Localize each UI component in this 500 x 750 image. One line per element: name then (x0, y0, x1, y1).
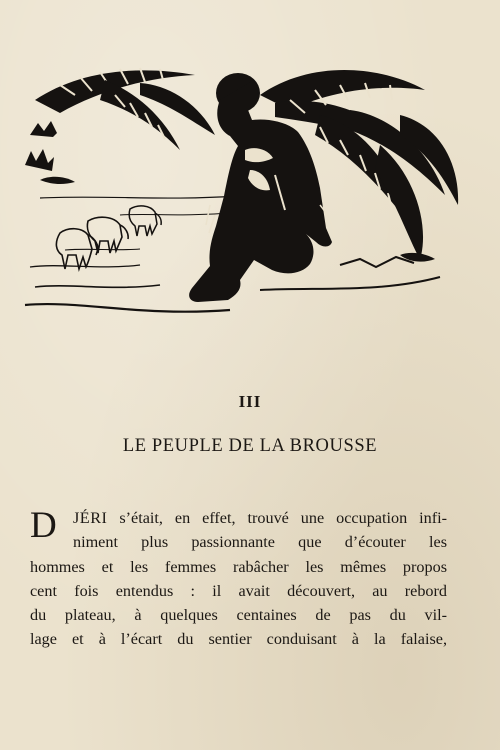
text-line (30, 506, 447, 530)
chapter-number: III (238, 392, 262, 411)
lead-smallcaps: JÉRI (73, 509, 108, 527)
text-line-5: du plateau, à quelques centaines de pas du vil- (30, 606, 447, 625)
text-line-2: niment plus passionnante que d’écouter les (73, 533, 447, 552)
drop-cap: D (30, 505, 57, 546)
text-line-1: s’était, en effet, trouvé une occupation infi- (107, 509, 447, 527)
text-line-4: cent fois entendus : il avait découvert, au rebord (30, 581, 447, 600)
chapter-title: LE PEUPLE DE LA BROUSSE (122, 436, 378, 456)
animals-group (56, 206, 161, 269)
body-paragraph (30, 506, 447, 652)
text-line-3: hommes et les femmes rabâcher les mêmes propos (30, 557, 447, 576)
text-line-6: lage et à l’écart du sentier conduisant à la falaise, (30, 630, 447, 649)
chapter-illustration (20, 55, 460, 325)
